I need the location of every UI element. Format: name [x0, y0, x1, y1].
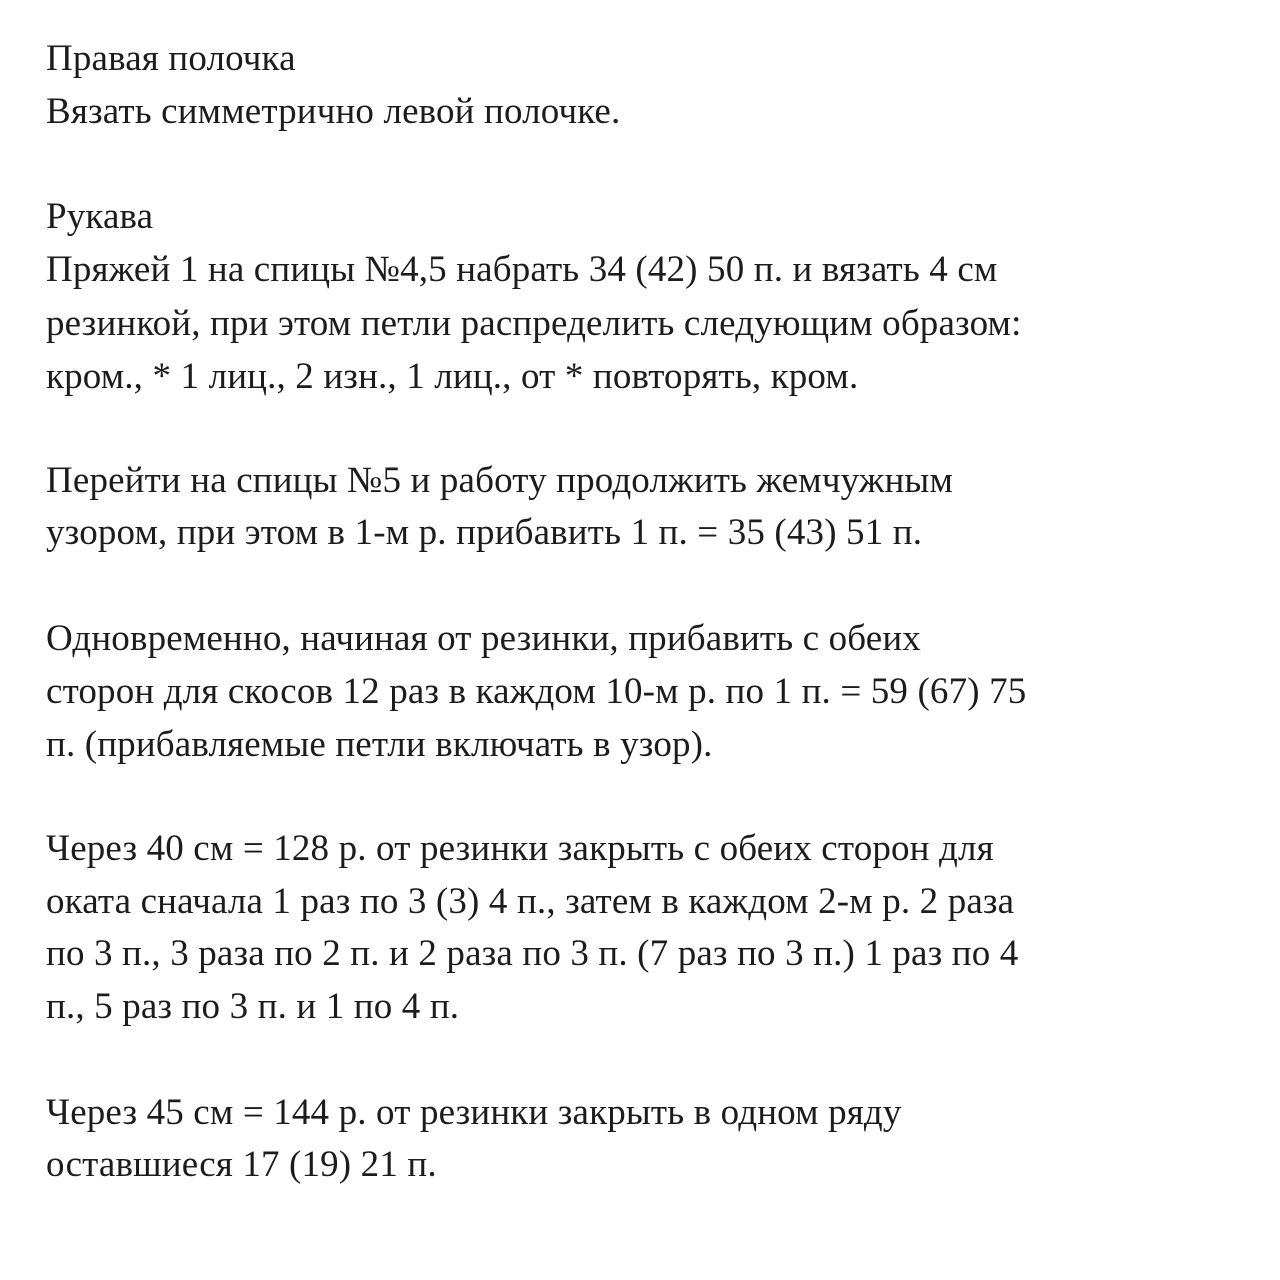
text-line: Одновременно, начиная от резинки, прибавить с обеих [46, 618, 921, 659]
text-line: Вязать симметрично левой полочке. [46, 91, 621, 132]
text-line: оката сначала 1 раз по 3 (3) 4 п., затем в каждом 2-м р. 2 раза [46, 881, 1015, 922]
text-line: оставшиеся 17 (19) 21 п. [46, 1144, 437, 1185]
text-line: Перейти на спицы №5 и работу продолжить жемчужным [46, 460, 954, 501]
text-line: узором, при этом в 1-м р. прибавить 1 п. = 35 (43) 51 п. [46, 512, 923, 553]
text-line: сторон для скосов 12 раз в каждом 10-м р. по 1 п. = 59 (67) 75 [46, 671, 1027, 712]
text-line: п. (прибавляемые петли включать в узор). [46, 724, 713, 765]
text-line: по 3 п., 3 раза по 2 п. и 2 раза по 3 п. (7 раз по 3 п.) 1 раз по 4 [46, 933, 1019, 974]
section-title-sleeves: Рукава [46, 196, 154, 237]
text-line: кром., * 1 лиц., 2 изн., 1 лиц., от * повторять, кром. [46, 356, 859, 397]
text-line: Через 40 см = 128 р. от резинки закрыть с обеих сторон для [46, 828, 994, 869]
text-line: Пряжей 1 на спицы №4,5 набрать 34 (42) 50 п. и вязать 4 см [46, 249, 998, 290]
section-title-right-front: Правая полочка [46, 38, 296, 79]
text-line: п., 5 раз по 3 п. и 1 по 4 п. [46, 986, 460, 1027]
text-line: резинкой, при этом петли распределить следующим образом: [46, 303, 1022, 344]
text-line: Через 45 см = 144 р. от резинки закрыть в одном ряду [46, 1092, 902, 1133]
